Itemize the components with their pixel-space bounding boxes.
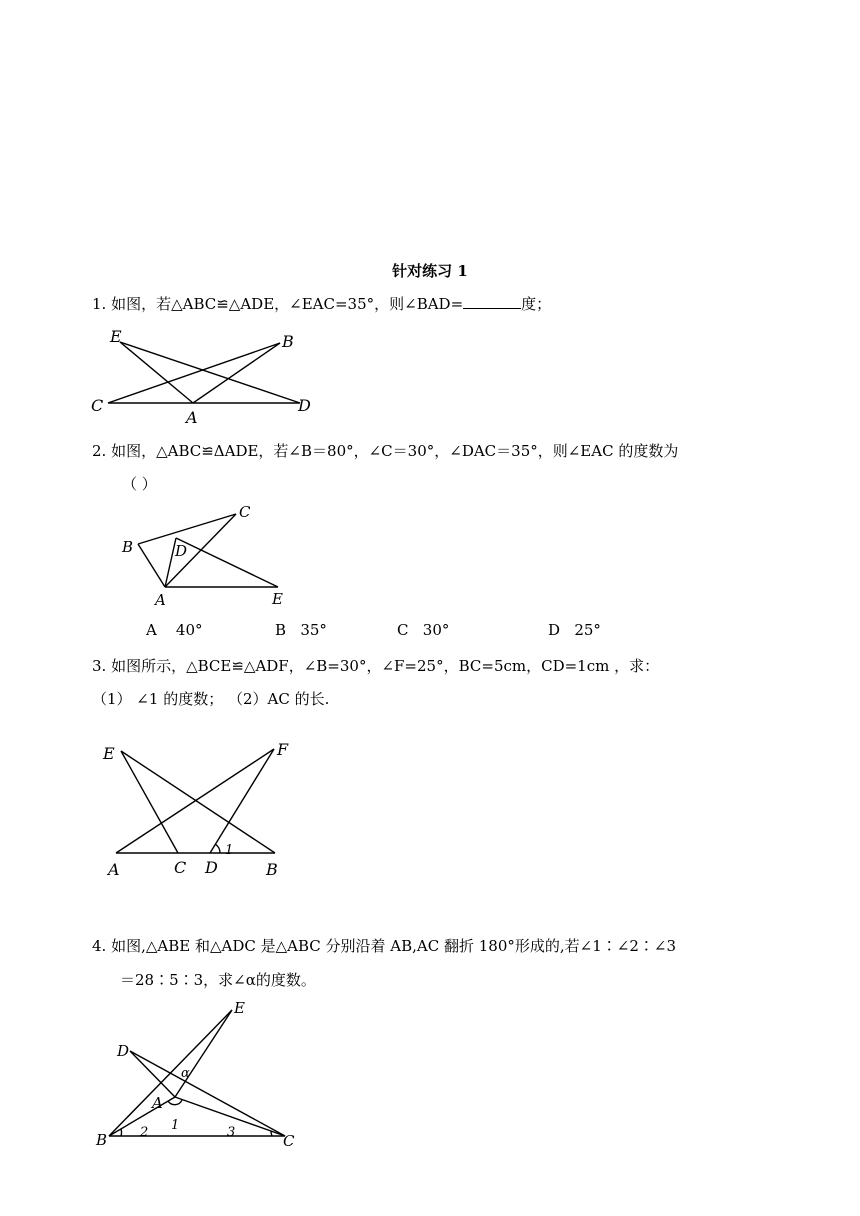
label-c: C — [283, 1132, 295, 1150]
question-1-figure — [88, 325, 328, 425]
label-a: A — [152, 1094, 163, 1112]
question-1-text — [92, 293, 551, 314]
label-d: D — [117, 1042, 130, 1060]
option-b[interactable] — [275, 621, 327, 639]
option-a-letter: A — [146, 621, 157, 639]
question-1-prompt: 1. 如图，若△ABC≌△ADE，∠EAC=35°，则∠BAD= — [92, 295, 464, 313]
label-f: F — [277, 740, 289, 759]
label-c: C — [239, 503, 251, 521]
option-d-letter: D — [548, 621, 561, 639]
label-b: B — [96, 1131, 108, 1149]
question-3-subquestions: （1） ∠1 的度数； （2）AC 的长. — [92, 690, 330, 708]
label-b: B — [122, 538, 134, 556]
label-b: B — [282, 332, 294, 351]
option-b-letter: B — [275, 621, 287, 639]
label-angle-1: 1 — [225, 843, 234, 858]
question-3-text: 3. 如图所示，△BCE≌△ADF，∠B=30°，∠F=25°，BC=5cm，CD=1cm ，求： — [92, 657, 660, 675]
label-angle-1: 1 — [171, 1118, 180, 1133]
answer-blank — [463, 294, 521, 309]
label-c: C — [174, 858, 187, 877]
label-c: C — [91, 396, 104, 415]
label-angle-2: 2 — [140, 1125, 149, 1140]
label-a: A — [108, 860, 120, 879]
worksheet-title: 针对练习 1 — [392, 262, 468, 280]
label-e: E — [234, 999, 245, 1017]
label-angle-3: 3 — [227, 1125, 236, 1140]
label-a: A — [155, 591, 166, 609]
option-d[interactable] — [548, 621, 601, 639]
label-d: D — [175, 542, 188, 560]
label-b: B — [266, 860, 278, 879]
option-a-value: 40° — [175, 621, 203, 639]
option-c-letter: C — [397, 621, 409, 639]
label-d: D — [205, 858, 218, 877]
label-e: E — [103, 744, 115, 763]
question-4-text: 4. 如图,△ABE 和△ADC 是△ABC 分别沿着 AB,AC 翻折 180°形成的,若∠1∶∠2∶∠3 — [92, 937, 676, 955]
question-1-suffix: 度； — [521, 295, 552, 313]
question-2-answer-paren: （ ） — [122, 475, 157, 493]
question-2-figure — [118, 498, 298, 610]
option-b-value: 35° — [300, 621, 327, 639]
option-c-value: 30° — [422, 621, 450, 639]
label-a: A — [186, 408, 198, 425]
question-4-figure — [92, 998, 312, 1154]
label-e: E — [272, 590, 283, 608]
label-d: D — [298, 396, 311, 415]
option-d-value: 25° — [574, 621, 601, 639]
option-a[interactable] — [146, 621, 203, 639]
label-alpha: α — [181, 1066, 190, 1081]
option-c[interactable] — [397, 621, 449, 639]
question-4-text-continued: ＝28∶5∶3，求∠α的度数。 — [120, 971, 316, 989]
question-2-text: 2. 如图，△ABC≌ΔADE，若∠B＝80°，∠C＝30°，∠DAC＝35°，则∠EAC 的度数为 — [92, 442, 679, 460]
label-e: E — [110, 327, 122, 346]
question-3-figure — [98, 736, 298, 880]
